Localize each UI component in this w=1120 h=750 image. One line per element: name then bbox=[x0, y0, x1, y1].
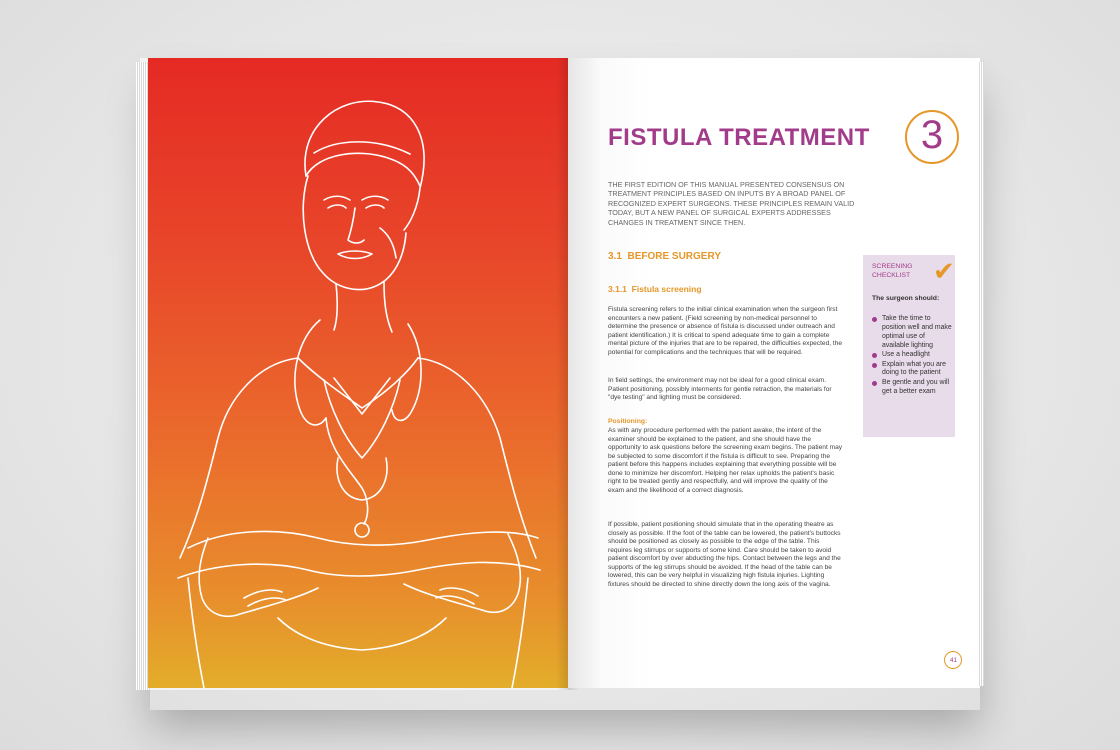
bullet-icon bbox=[872, 381, 877, 386]
bullet-icon bbox=[872, 317, 877, 322]
chapter-intro: THE FIRST EDITION OF THIS MANUAL PRESENTED CONSENSUS ON TREATMENT PRINCIPLES BASED ON INPUTS BY A BROAD PANEL OF RECOGNIZED EXPERT SURGEONS. THESE PRINCIPLES REMAIN VALID TODAY, BUT A NEW PANEL OF SURGICAL EXPERTS ADDRESSES CHANGES IN TREATMENT SINCE THEN. bbox=[608, 180, 855, 227]
section-title: BEFORE SURGERY bbox=[627, 251, 721, 262]
subsection-number: 3.1.1 bbox=[608, 284, 627, 294]
paragraph-patient-awake: As with any procedure performed with the patient awake, the intent of the examiner should be explained to the patient, and she should have the opportunity to ask questions before the screening exam begins. The patient may be subjected to some discomfort if the fistula is difficult to see. Preparing the patient before this happens includes explaining that everything possible will be done to minimize her discomfort. Helping her relax upholds the patient's basic right to be treated gently and respectfully, and will improve the quality of the exam and the likelihood of a correct diagnosis. bbox=[608, 427, 843, 494]
checklist-item-text: Take the time to position well and make optimal use of available lighting bbox=[882, 315, 952, 349]
checklist-lead: The surgeon should: bbox=[872, 295, 940, 302]
checklist-title: SCREENING CHECKLIST bbox=[872, 263, 913, 279]
checklist-items bbox=[872, 315, 952, 397]
subsection-title: Fistula screening bbox=[631, 284, 702, 294]
checklist-item-text: Use a headlight bbox=[882, 351, 930, 359]
page-number: 41 bbox=[949, 657, 958, 664]
paragraph-positioning: If possible, patient positioning should simulate that in the operating theatre as closely as possible. If the foot of the table can be lowered, the patient's buttocks should be positioned as closely as possible to the edge of the table. This requires leg stirrups or supports of some kind. Care should be taken to avoid patient discomfort by over abducting the hips. Contact between the legs and the supports of the leg stirrups should be avoided. If the head of the table can be lowered, this can be very helpful in visualizing high fistula injuries. Lighting fixtures should be directed to shine directly down the long axis of the vagina. bbox=[608, 521, 841, 588]
page-edges-right bbox=[978, 62, 984, 686]
checklist-item bbox=[872, 379, 952, 397]
subsection-heading bbox=[608, 284, 702, 294]
paragraph-screening: Fistula screening refers to the initial clinical examination when the surgeon first encounters a new patient. (Field screening by non-medical personnel to determine the presence or absence of fistula is discussed under outreach and patient identification.) It is critical to spend adequate time to gain a complete mental picture of the injuries that are to be repaired, the difficulties expected, the potential for complications and the techniques that will be required. bbox=[608, 306, 843, 356]
checklist-item-text: Be gentle and you will get a better exam bbox=[882, 378, 950, 395]
chapter-title: FISTULA TREATMENT bbox=[608, 124, 870, 151]
checklist-item bbox=[872, 361, 952, 379]
bullet-icon bbox=[872, 363, 877, 368]
checklist-item bbox=[872, 315, 952, 351]
checklist-item-text: Explain what you are doing to the patient bbox=[882, 360, 946, 377]
paragraph-field-settings: In field settings, the environment may not be ideal for a good clinical exam. Patient positioning, possibly interments for gentle retraction, the materials for "dye testing" and lighting must be considered. bbox=[608, 377, 832, 401]
checklist-item bbox=[872, 351, 952, 360]
bullet-icon bbox=[872, 353, 877, 358]
positioning-heading: Positioning: bbox=[608, 418, 648, 425]
section-heading bbox=[608, 251, 721, 262]
nurse-line-illustration bbox=[148, 58, 568, 688]
section-number: 3.1 bbox=[608, 251, 622, 262]
chapter-number: 3 bbox=[920, 113, 944, 157]
checkmark-icon: ✔ bbox=[933, 256, 955, 286]
